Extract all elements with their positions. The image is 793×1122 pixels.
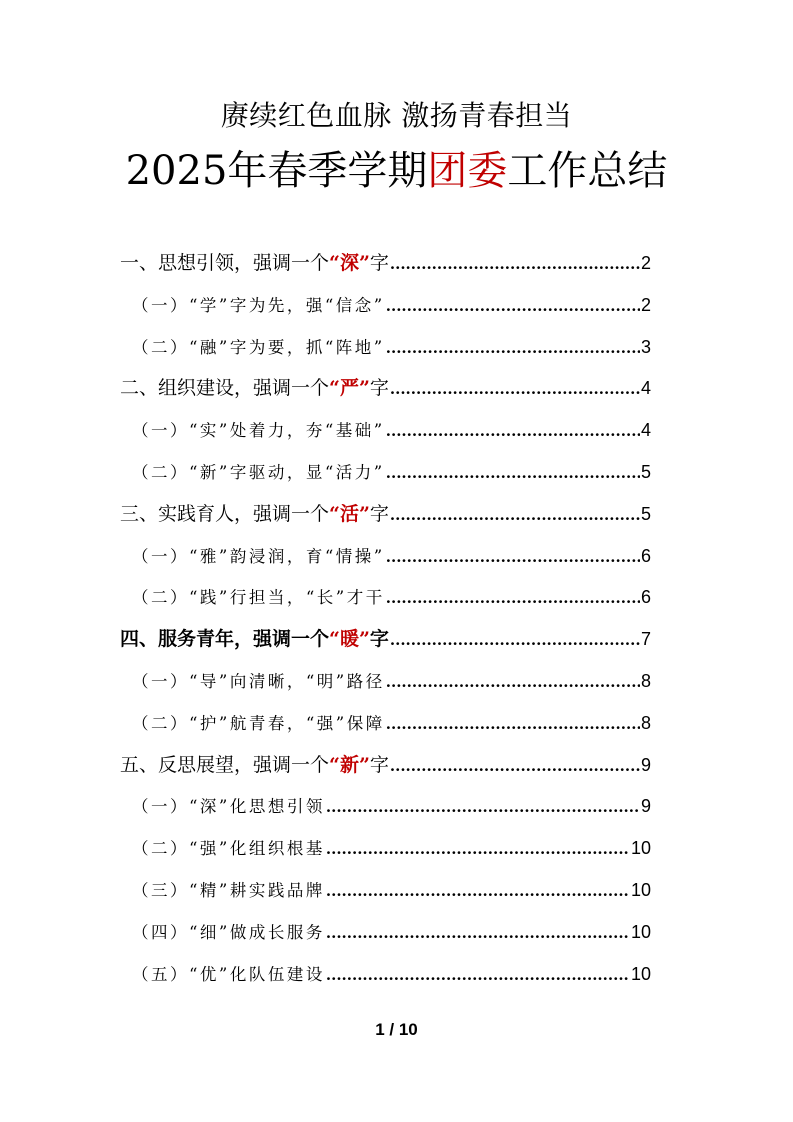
toc-page-number: 8	[640, 713, 651, 733]
toc-entry[interactable]	[132, 540, 651, 572]
toc-entry-title	[120, 749, 389, 781]
toc-entry-label: 一、思想引领，强调一个	[120, 252, 330, 274]
toc-entry[interactable]	[120, 498, 651, 530]
toc-entry[interactable]	[132, 289, 651, 321]
toc-entry-title	[132, 290, 385, 322]
toc-dot-leader	[390, 750, 640, 782]
toc-entry[interactable]	[132, 665, 651, 697]
toc-dot-leader	[386, 332, 640, 364]
toc-entry[interactable]	[120, 623, 651, 655]
toc-page-number: 9	[640, 755, 651, 775]
toc-entry-keyword: “活”	[329, 503, 370, 525]
toc-page-number: 6	[640, 546, 651, 566]
title-text-start: 2025年春季学期	[125, 148, 428, 194]
toc-page-number: 10	[630, 922, 651, 942]
toc-page-number: 10	[630, 964, 651, 984]
toc-entry-suffix: 字	[369, 628, 389, 650]
toc-entry-keyword: “深”	[329, 252, 370, 274]
toc-entry-title	[132, 666, 385, 698]
toc-entry-title	[120, 247, 389, 279]
toc-entry-title	[132, 415, 385, 447]
toc-dot-leader	[326, 833, 630, 865]
toc-dot-leader	[386, 457, 640, 489]
toc-entry[interactable]	[132, 790, 651, 822]
toc-entry-title	[132, 457, 385, 489]
toc-page-number: 5	[640, 462, 651, 482]
toc-entry-label: 三、实践育人，强调一个	[120, 503, 330, 525]
toc-dot-leader	[390, 373, 640, 405]
toc-entry[interactable]	[132, 958, 651, 990]
toc-entry-label: （一）“深”化思想引领	[132, 797, 325, 816]
toc-entry-title	[132, 582, 385, 614]
toc-entry-title	[132, 833, 325, 865]
toc-dot-leader	[326, 959, 630, 991]
toc-entry-label: （一）“实”处着力，夯“基础”	[132, 421, 385, 440]
toc-entry-label: （一）“雅”韵浸润，育“情操”	[132, 547, 385, 566]
toc-page-number: 5	[640, 504, 651, 524]
toc-entry-title	[132, 791, 325, 823]
toc-dot-leader	[390, 499, 640, 531]
toc-entry-label: （一）“学”字为先，强“信念”	[132, 296, 385, 315]
toc-entry-keyword: “暖”	[329, 628, 370, 650]
toc-dot-leader	[326, 875, 630, 907]
toc-page-number: 6	[640, 587, 651, 607]
toc-entry-label: （一）“导”向清晰，“明”路径	[132, 672, 385, 691]
toc-entry[interactable]	[132, 456, 651, 488]
toc-entry-label: （五）“优”化队伍建设	[132, 965, 325, 984]
toc-page-number: 8	[640, 671, 651, 691]
toc-entry[interactable]	[132, 874, 651, 906]
toc-entry[interactable]	[132, 916, 651, 948]
toc-entry-label: （二）“融”字为要，抓“阵地”	[132, 338, 385, 357]
document-subtitle: 赓续红色血脉 激扬青春担当	[220, 99, 573, 132]
toc-page-number: 9	[640, 796, 651, 816]
toc-page-number: 7	[640, 629, 651, 649]
toc-entry-label: （二）“护”航青春，“强”保障	[132, 714, 385, 733]
toc-entry-title	[132, 708, 385, 740]
toc-entry[interactable]	[120, 247, 651, 279]
toc-entry-title	[132, 959, 325, 991]
toc-entry[interactable]	[132, 707, 651, 739]
toc-page-number: 3	[640, 337, 651, 357]
toc-entry-suffix: 字	[369, 754, 389, 776]
toc-entry-title	[132, 875, 325, 907]
title-highlight: 团委	[427, 148, 508, 194]
toc-entry-label: （四）“细”做成长服务	[132, 923, 325, 942]
toc-entry-title	[120, 372, 389, 404]
toc-entry-label: 二、组织建设，强调一个	[120, 377, 330, 399]
toc-page-number: 4	[640, 420, 651, 440]
toc-dot-leader	[386, 290, 640, 322]
toc-dot-leader	[386, 541, 640, 573]
toc-entry-label: （二）“强”化组织根基	[132, 839, 325, 858]
toc-dot-leader	[390, 248, 640, 280]
toc-entry-label: 四、服务青年，强调一个	[120, 628, 330, 650]
toc-entry-suffix: 字	[369, 377, 389, 399]
toc-entry-label: （三）“精”耕实践品牌	[132, 881, 325, 900]
toc-entry-label: （二）“践”行担当，“长”才干	[132, 588, 385, 607]
toc-entry-title	[132, 541, 385, 573]
toc-page-number: 10	[630, 838, 651, 858]
toc-dot-leader	[390, 624, 640, 656]
toc-entry[interactable]	[132, 832, 651, 864]
toc-dot-leader	[386, 708, 640, 740]
toc-page-number: 4	[640, 378, 651, 398]
toc-dot-leader	[326, 791, 640, 823]
toc-entry-title	[120, 623, 389, 655]
title-text-end: 工作总结	[507, 148, 668, 194]
toc-entry-title	[132, 917, 325, 949]
toc-page-number: 2	[640, 295, 651, 315]
toc-dot-leader	[326, 917, 630, 949]
toc-page-number: 10	[630, 880, 651, 900]
toc-entry[interactable]	[132, 581, 651, 613]
toc-dot-leader	[386, 582, 640, 614]
toc-dot-leader	[386, 415, 640, 447]
toc-page-number: 2	[640, 253, 651, 273]
toc-entry[interactable]	[120, 372, 651, 404]
toc-entry-suffix: 字	[369, 252, 389, 274]
toc-entry-suffix: 字	[369, 503, 389, 525]
toc-entry-keyword: “新”	[329, 754, 370, 776]
page-number: 1 / 10	[375, 1020, 418, 1039]
toc-entry-keyword: “严”	[329, 377, 370, 399]
toc-entry[interactable]	[132, 331, 651, 363]
toc-entry-title	[120, 498, 389, 530]
toc-entry[interactable]	[132, 414, 651, 446]
toc-entry-title	[132, 332, 385, 364]
toc-dot-leader	[386, 666, 640, 698]
toc-entry-label: （二）“新”字驱动，显“活力”	[132, 463, 385, 482]
toc-entry[interactable]	[120, 749, 651, 781]
toc-entry-label: 五、反思展望，强调一个	[120, 754, 330, 776]
